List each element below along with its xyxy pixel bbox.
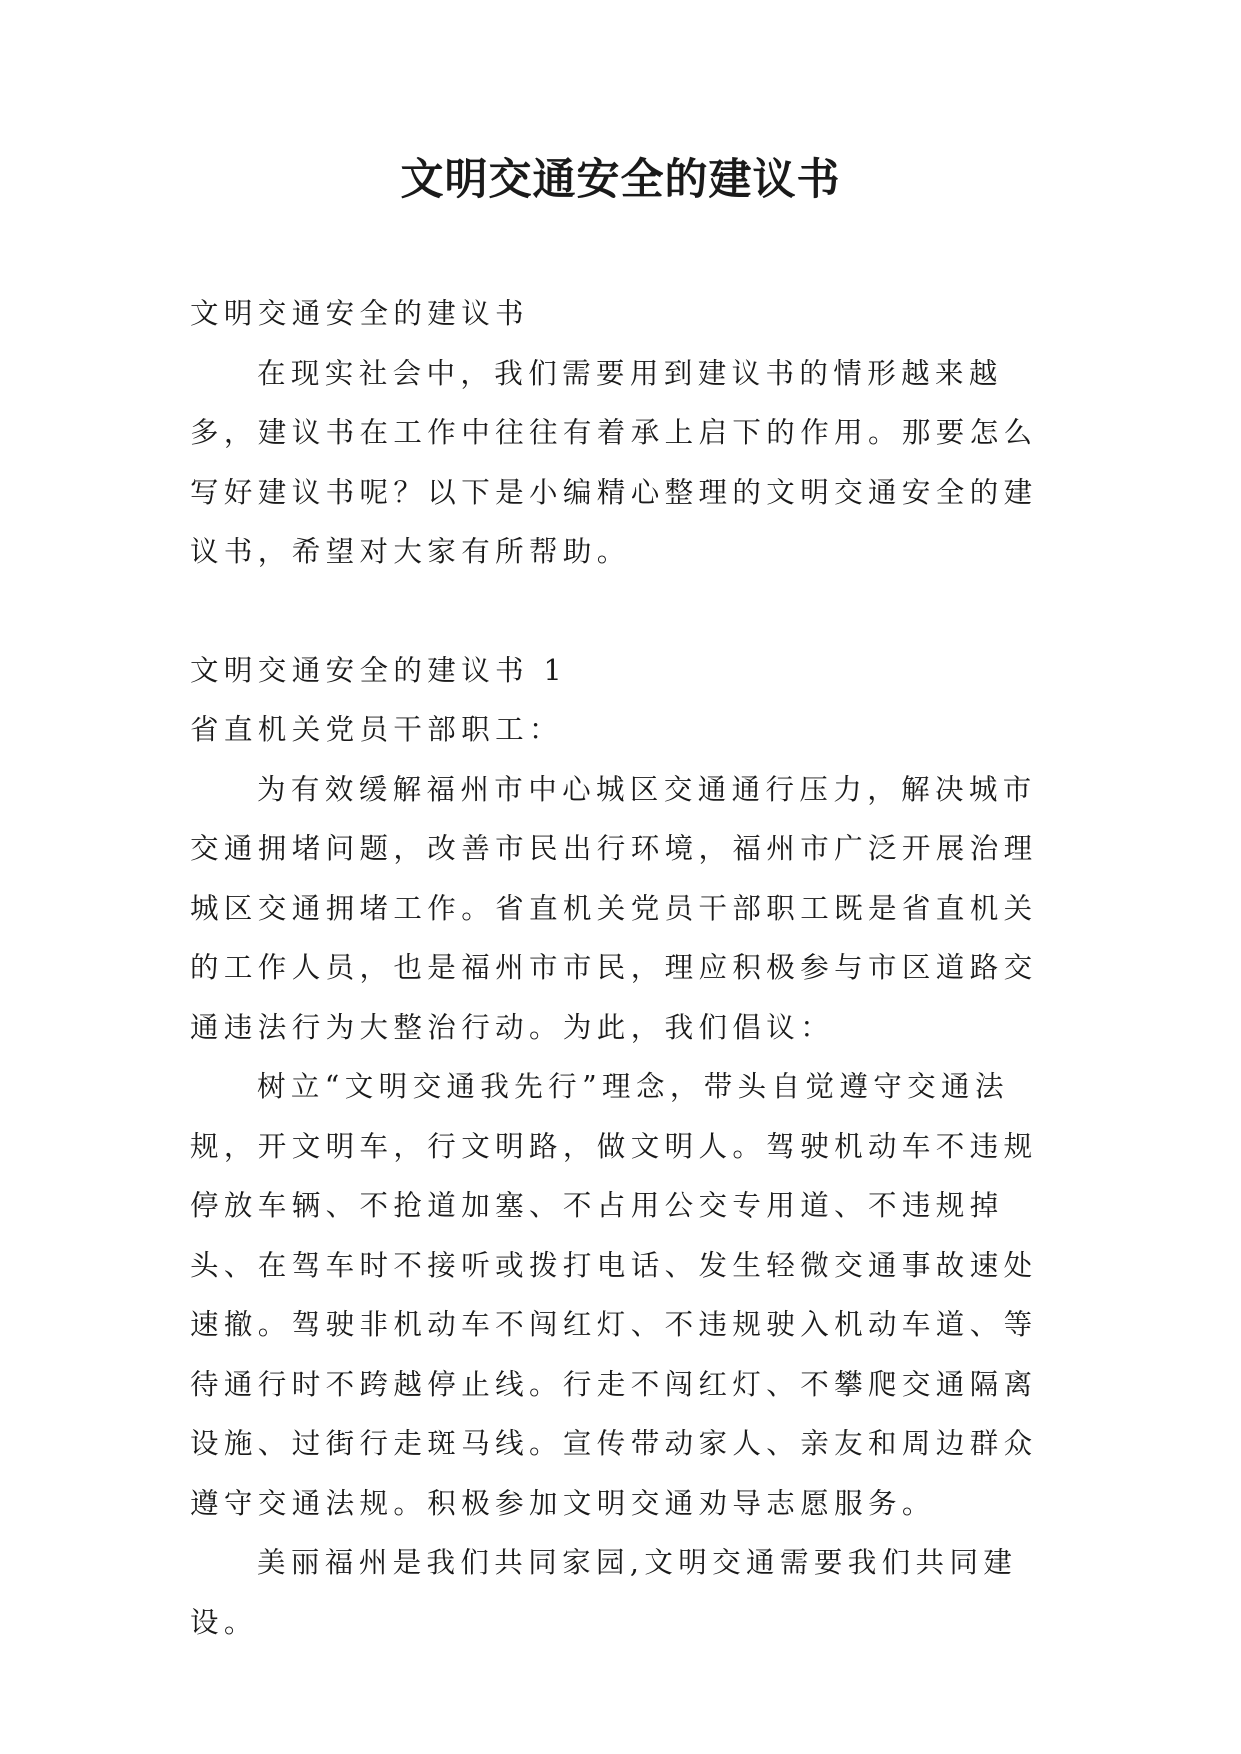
- salutation: 省直机关党员干部职工：: [190, 713, 563, 746]
- body-paragraph: 树立“文明交通我先行”理念，带头自觉遵守交通法规，开文明车，行文明路，做文明人。驾驶机动车不违规停放车辆、不抢道加塞、不占用公交专用道、不违规掉头、在驾车时不接听或拨打电话、发生轻微交通事故速处速撤。驾驶非机动车不闯红灯、不违规驶入机动车道、等待通行时不跨越停止线。行走不闯红灯、不攀爬交通隔离设施、过街行走斑马线。宣传带动家人、亲友和周边群众遵守交通法规。积极参加文明交通劝导志愿服务。: [190, 1070, 1038, 1520]
- body-paragraph: 美丽福州是我们共同家园,文明交通需要我们共同建设。: [190, 1546, 1018, 1639]
- paragraph-gap: [190, 582, 1062, 641]
- document-body: [190, 284, 1062, 1652]
- document-title: 文明交通安全的建议书: [400, 155, 841, 205]
- subtitle: 文明交通安全的建议书: [190, 297, 530, 330]
- section-heading: 文明交通安全的建议书 1: [190, 653, 567, 687]
- intro-paragraph: 在现实社会中，我们需要用到建议书的情形越来越多，建议书在工作中往往有着承上启下的作用。那要怎么写好建议书呢？以下是小编精心整理的文明交通安全的建议书，希望对大家有所帮助。: [190, 356, 1038, 568]
- body-paragraph: 为有效缓解福州市中心城区交通通行压力，解决城市交通拥堵问题，改善市民出行环境，福州市广泛开展治理城区交通拥堵工作。省直机关党员干部职工既是省直机关的工作人员，也是福州市市民，理应积极参与市区道路交通违法行为大整治行动。为此，我们倡议：: [190, 772, 1038, 1044]
